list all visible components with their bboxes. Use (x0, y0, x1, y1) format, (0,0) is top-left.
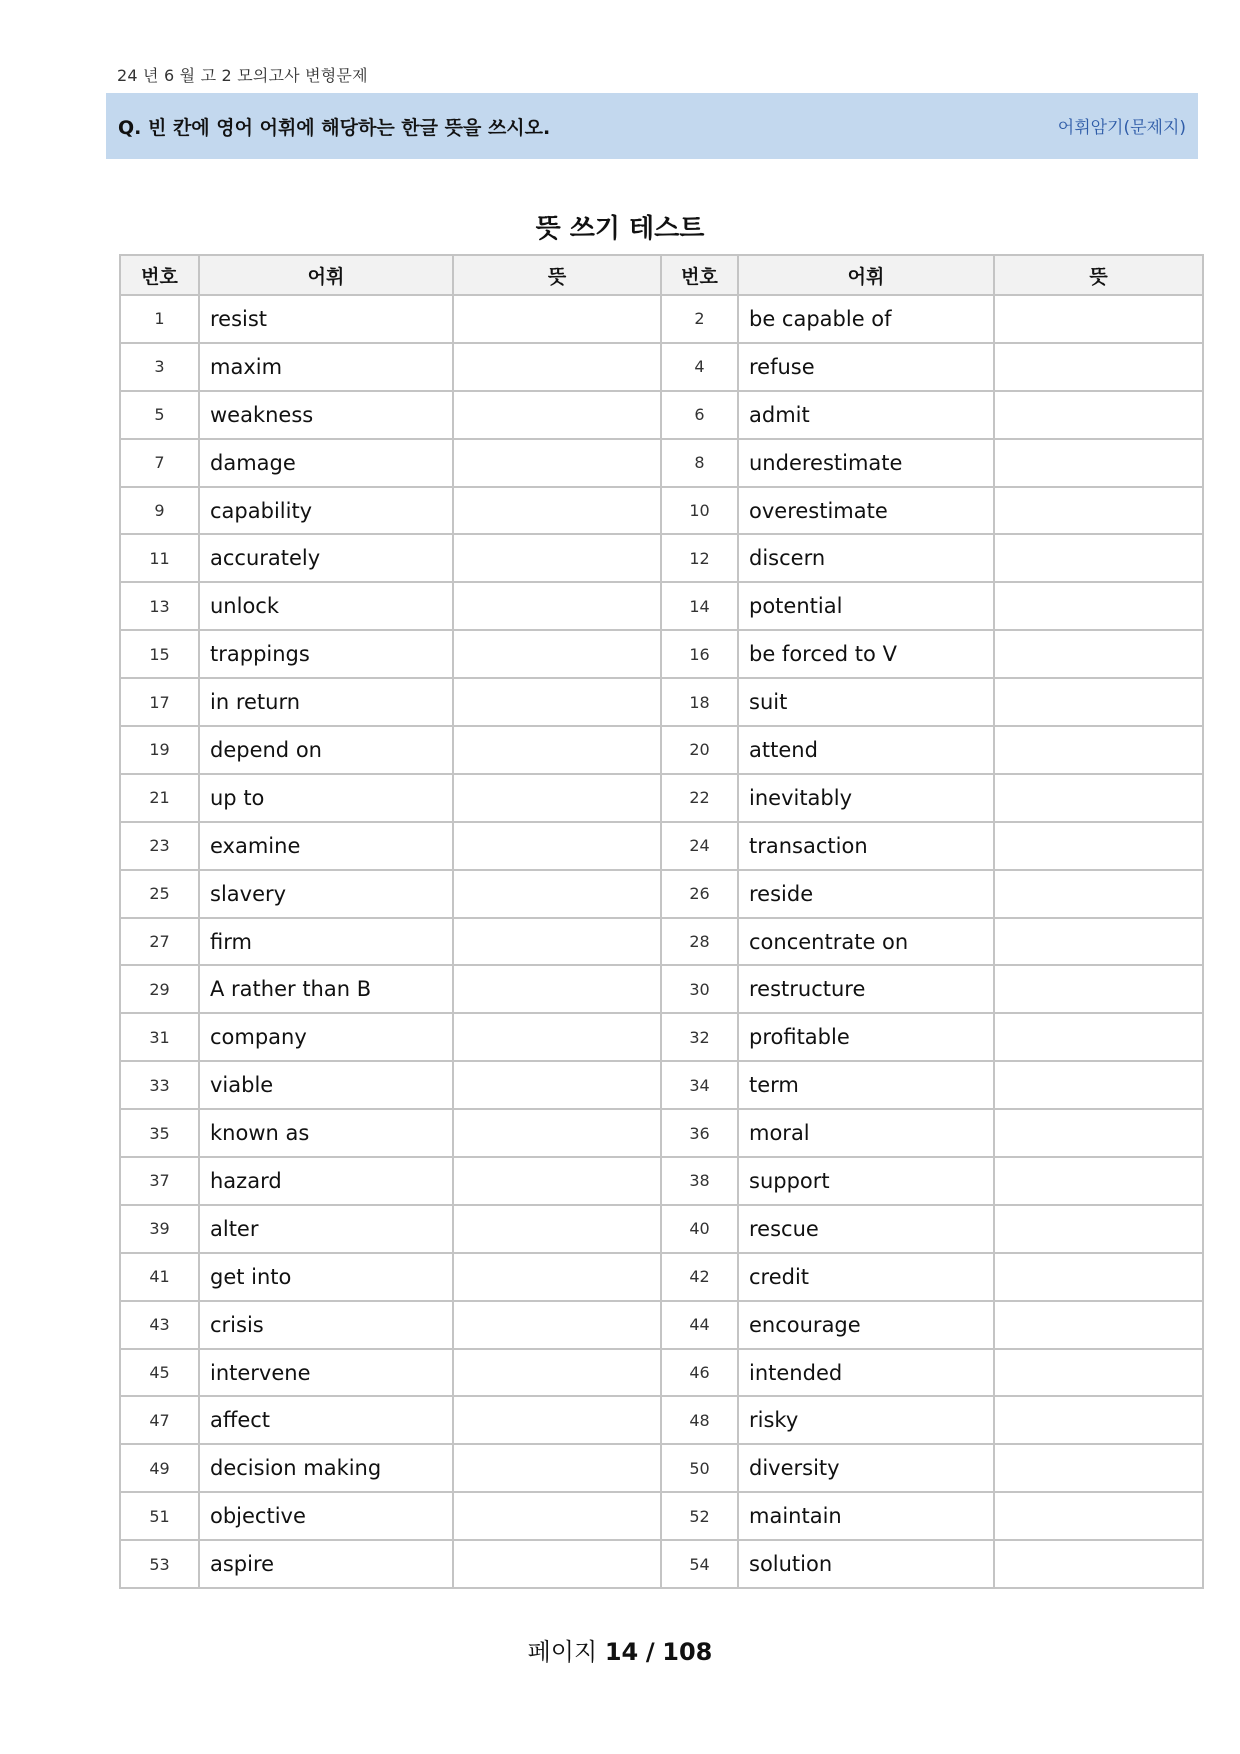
left-number-cell: 15 (120, 630, 199, 678)
left-number-cell: 5 (120, 391, 199, 439)
left-word-cell: hazard (199, 1157, 453, 1205)
left-meaning-blank[interactable] (453, 1444, 661, 1492)
table-row (120, 343, 1203, 391)
table-row (120, 1444, 1203, 1492)
table-row (120, 1205, 1203, 1253)
left-word-cell: slavery (199, 870, 453, 918)
right-word-cell: underestimate (738, 439, 994, 487)
header-meaning-left: 뜻 (453, 255, 661, 295)
right-number-cell: 52 (661, 1492, 738, 1540)
left-meaning-blank[interactable] (453, 1013, 661, 1061)
table-row (120, 1253, 1203, 1301)
left-meaning-blank[interactable] (453, 1396, 661, 1444)
page-separator: / (645, 1638, 655, 1666)
right-meaning-blank[interactable] (994, 295, 1203, 343)
left-number-cell: 1 (120, 295, 199, 343)
left-number-cell: 53 (120, 1540, 199, 1588)
left-word-cell: alter (199, 1205, 453, 1253)
table-header-row (120, 255, 1203, 295)
right-meaning-blank[interactable] (994, 1253, 1203, 1301)
worksheet-tag: 어휘암기(문제지) (1057, 118, 1186, 138)
table-row (120, 1396, 1203, 1444)
right-number-cell: 14 (661, 582, 738, 630)
right-word-cell: overestimate (738, 487, 994, 535)
right-number-cell: 28 (661, 918, 738, 966)
right-number-cell: 44 (661, 1301, 738, 1349)
left-meaning-blank[interactable] (453, 1301, 661, 1349)
table-row (120, 870, 1203, 918)
right-number-cell: 30 (661, 965, 738, 1013)
page-word: 페이지 (527, 1638, 598, 1666)
left-meaning-blank[interactable] (453, 774, 661, 822)
right-meaning-blank[interactable] (994, 630, 1203, 678)
table-row (120, 726, 1203, 774)
right-number-cell: 22 (661, 774, 738, 822)
left-meaning-blank[interactable] (453, 630, 661, 678)
table-row (120, 1349, 1203, 1397)
table-row (120, 918, 1203, 966)
left-meaning-blank[interactable] (453, 1349, 661, 1397)
left-meaning-blank[interactable] (453, 1540, 661, 1588)
right-number-cell: 36 (661, 1109, 738, 1157)
left-word-cell: weakness (199, 391, 453, 439)
right-word-cell: admit (738, 391, 994, 439)
right-meaning-blank[interactable] (994, 534, 1203, 582)
left-number-cell: 35 (120, 1109, 199, 1157)
left-meaning-blank[interactable] (453, 534, 661, 582)
question-text: Q. 빈 칸에 영어 어휘에 해당하는 한글 뜻을 쓰시오. (118, 117, 551, 139)
right-word-cell: profitable (738, 1013, 994, 1061)
right-meaning-blank[interactable] (994, 774, 1203, 822)
left-word-cell: resist (199, 295, 453, 343)
table-row (120, 295, 1203, 343)
right-meaning-blank[interactable] (994, 678, 1203, 726)
left-word-cell: intervene (199, 1349, 453, 1397)
left-word-cell: get into (199, 1253, 453, 1301)
right-word-cell: diversity (738, 1444, 994, 1492)
table-row (120, 1157, 1203, 1205)
right-word-cell: potential (738, 582, 994, 630)
right-word-cell: inevitably (738, 774, 994, 822)
table-row (120, 678, 1203, 726)
left-meaning-blank[interactable] (453, 918, 661, 966)
right-word-cell: solution (738, 1540, 994, 1588)
right-word-cell: rescue (738, 1205, 994, 1253)
left-meaning-blank[interactable] (453, 965, 661, 1013)
left-meaning-blank[interactable] (453, 1157, 661, 1205)
left-word-cell: viable (199, 1061, 453, 1109)
right-word-cell: refuse (738, 343, 994, 391)
right-word-cell: reside (738, 870, 994, 918)
right-number-cell: 54 (661, 1540, 738, 1588)
left-meaning-blank[interactable] (453, 391, 661, 439)
right-number-cell: 16 (661, 630, 738, 678)
right-meaning-blank[interactable] (994, 726, 1203, 774)
left-word-cell: affect (199, 1396, 453, 1444)
left-number-cell: 17 (120, 678, 199, 726)
table-row (120, 439, 1203, 487)
left-word-cell: accurately (199, 534, 453, 582)
header-word-left: 어휘 (199, 255, 453, 295)
right-meaning-blank[interactable] (994, 1492, 1203, 1540)
left-meaning-blank[interactable] (453, 1205, 661, 1253)
right-word-cell: be capable of (738, 295, 994, 343)
right-word-cell: intended (738, 1349, 994, 1397)
right-meaning-blank[interactable] (994, 1444, 1203, 1492)
right-word-cell: suit (738, 678, 994, 726)
question-bar (106, 93, 1198, 159)
right-number-cell: 12 (661, 534, 738, 582)
left-number-cell: 45 (120, 1349, 199, 1397)
left-number-cell: 13 (120, 582, 199, 630)
right-word-cell: credit (738, 1253, 994, 1301)
left-number-cell: 39 (120, 1205, 199, 1253)
right-meaning-blank[interactable] (994, 1540, 1203, 1588)
right-number-cell: 32 (661, 1013, 738, 1061)
right-meaning-blank[interactable] (994, 1349, 1203, 1397)
left-number-cell: 9 (120, 487, 199, 535)
left-meaning-blank[interactable] (453, 439, 661, 487)
right-number-cell: 48 (661, 1396, 738, 1444)
right-word-cell: maintain (738, 1492, 994, 1540)
right-word-cell: attend (738, 726, 994, 774)
right-number-cell: 18 (661, 678, 738, 726)
left-word-cell: in return (199, 678, 453, 726)
left-word-cell: maxim (199, 343, 453, 391)
left-meaning-blank[interactable] (453, 1109, 661, 1157)
right-meaning-blank[interactable] (994, 1061, 1203, 1109)
left-number-cell: 21 (120, 774, 199, 822)
left-number-cell: 37 (120, 1157, 199, 1205)
right-meaning-blank[interactable] (994, 1013, 1203, 1061)
left-word-cell: objective (199, 1492, 453, 1540)
table-row (120, 774, 1203, 822)
right-word-cell: concentrate on (738, 918, 994, 966)
right-number-cell: 40 (661, 1205, 738, 1253)
right-number-cell: 26 (661, 870, 738, 918)
left-word-cell: known as (199, 1109, 453, 1157)
table-row (120, 1301, 1203, 1349)
left-meaning-blank[interactable] (453, 343, 661, 391)
header-number-right: 번호 (661, 255, 738, 295)
right-number-cell: 42 (661, 1253, 738, 1301)
left-word-cell: trappings (199, 630, 453, 678)
left-word-cell: up to (199, 774, 453, 822)
left-word-cell: examine (199, 822, 453, 870)
left-meaning-blank[interactable] (453, 1492, 661, 1540)
left-number-cell: 49 (120, 1444, 199, 1492)
right-word-cell: encourage (738, 1301, 994, 1349)
right-number-cell: 10 (661, 487, 738, 535)
right-meaning-blank[interactable] (994, 1109, 1203, 1157)
right-number-cell: 46 (661, 1349, 738, 1397)
right-number-cell: 4 (661, 343, 738, 391)
right-word-cell: transaction (738, 822, 994, 870)
left-number-cell: 3 (120, 343, 199, 391)
left-meaning-blank[interactable] (453, 1061, 661, 1109)
left-meaning-blank[interactable] (453, 582, 661, 630)
table-row (120, 391, 1203, 439)
left-number-cell: 51 (120, 1492, 199, 1540)
right-number-cell: 38 (661, 1157, 738, 1205)
left-word-cell: crisis (199, 1301, 453, 1349)
table-row (120, 1013, 1203, 1061)
left-word-cell: depend on (199, 726, 453, 774)
left-number-cell: 23 (120, 822, 199, 870)
right-meaning-blank[interactable] (994, 487, 1203, 535)
table-row (120, 822, 1203, 870)
right-word-cell: support (738, 1157, 994, 1205)
right-meaning-blank[interactable] (994, 1157, 1203, 1205)
table-row (120, 487, 1203, 535)
left-number-cell: 11 (120, 534, 199, 582)
right-word-cell: discern (738, 534, 994, 582)
right-number-cell: 50 (661, 1444, 738, 1492)
left-meaning-blank[interactable] (453, 822, 661, 870)
right-word-cell: moral (738, 1109, 994, 1157)
table-row (120, 1061, 1203, 1109)
right-meaning-blank[interactable] (994, 822, 1203, 870)
right-number-cell: 2 (661, 295, 738, 343)
right-meaning-blank[interactable] (994, 1301, 1203, 1349)
left-number-cell: 43 (120, 1301, 199, 1349)
left-word-cell: unlock (199, 582, 453, 630)
left-word-cell: A rather than B (199, 965, 453, 1013)
table-row (120, 1109, 1203, 1157)
left-number-cell: 47 (120, 1396, 199, 1444)
left-meaning-blank[interactable] (453, 870, 661, 918)
right-number-cell: 24 (661, 822, 738, 870)
left-word-cell: aspire (199, 1540, 453, 1588)
left-meaning-blank[interactable] (453, 726, 661, 774)
total-pages: 108 (662, 1638, 713, 1666)
right-number-cell: 34 (661, 1061, 738, 1109)
left-word-cell: capability (199, 487, 453, 535)
test-title: 뜻 쓰기 테스트 (535, 214, 705, 244)
left-number-cell: 25 (120, 870, 199, 918)
header-number-left: 번호 (120, 255, 199, 295)
right-meaning-blank[interactable] (994, 343, 1203, 391)
right-meaning-blank[interactable] (994, 439, 1203, 487)
left-number-cell: 19 (120, 726, 199, 774)
right-meaning-blank[interactable] (994, 1205, 1203, 1253)
vocab-table (119, 254, 1204, 1589)
right-meaning-blank[interactable] (994, 391, 1203, 439)
right-word-cell: term (738, 1061, 994, 1109)
left-number-cell: 33 (120, 1061, 199, 1109)
exam-label: 24 년 6 월 고 2 모의고사 변형문제 (117, 66, 368, 85)
left-meaning-blank[interactable] (453, 487, 661, 535)
vocab-table-body (120, 295, 1203, 1588)
right-meaning-blank[interactable] (994, 582, 1203, 630)
table-row (120, 1540, 1203, 1588)
left-word-cell: firm (199, 918, 453, 966)
right-meaning-blank[interactable] (994, 1396, 1203, 1444)
current-page: 14 (604, 1638, 639, 1666)
left-number-cell: 31 (120, 1013, 199, 1061)
left-number-cell: 27 (120, 918, 199, 966)
table-row (120, 965, 1203, 1013)
page-footer (0, 1632, 1240, 1667)
left-meaning-blank[interactable] (453, 1253, 661, 1301)
right-word-cell: restructure (738, 965, 994, 1013)
left-meaning-blank[interactable] (453, 678, 661, 726)
left-number-cell: 41 (120, 1253, 199, 1301)
right-number-cell: 20 (661, 726, 738, 774)
right-number-cell: 6 (661, 391, 738, 439)
left-meaning-blank[interactable] (453, 295, 661, 343)
left-word-cell: company (199, 1013, 453, 1061)
table-row (120, 582, 1203, 630)
right-meaning-blank[interactable] (994, 965, 1203, 1013)
header-word-right: 어휘 (738, 255, 994, 295)
right-number-cell: 8 (661, 439, 738, 487)
left-word-cell: decision making (199, 1444, 453, 1492)
right-word-cell: be forced to V (738, 630, 994, 678)
table-row (120, 1492, 1203, 1540)
right-meaning-blank[interactable] (994, 870, 1203, 918)
left-word-cell: damage (199, 439, 453, 487)
left-number-cell: 29 (120, 965, 199, 1013)
left-number-cell: 7 (120, 439, 199, 487)
table-row (120, 534, 1203, 582)
right-word-cell: risky (738, 1396, 994, 1444)
header-meaning-right: 뜻 (994, 255, 1203, 295)
table-row (120, 630, 1203, 678)
right-meaning-blank[interactable] (994, 918, 1203, 966)
